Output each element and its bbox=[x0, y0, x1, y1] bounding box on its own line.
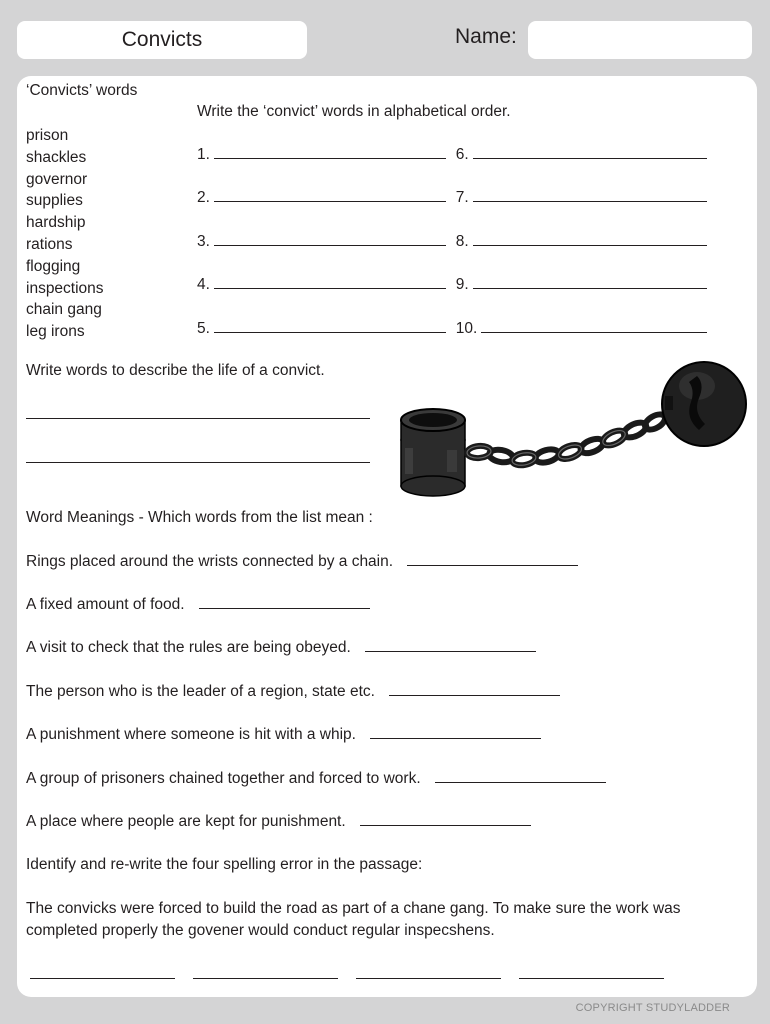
answer-number: 3. bbox=[197, 233, 210, 250]
spelling-answer-row bbox=[30, 966, 664, 982]
meaning-question bbox=[26, 770, 606, 788]
name-field[interactable] bbox=[528, 21, 752, 59]
word-list-item: governor bbox=[26, 170, 88, 188]
meanings-heading: Word Meanings - Which words from the list mean : bbox=[26, 509, 373, 526]
meaning-question bbox=[26, 726, 541, 744]
worksheet-body bbox=[17, 76, 757, 997]
describe-line bbox=[26, 406, 370, 422]
answer-line[interactable] bbox=[473, 158, 707, 159]
answer-line[interactable] bbox=[473, 245, 707, 246]
answer-line[interactable] bbox=[481, 332, 707, 333]
ball-and-chain-icon bbox=[397, 356, 747, 501]
name-label: Name: bbox=[455, 25, 517, 48]
answer-line[interactable] bbox=[26, 418, 370, 419]
answer-line[interactable] bbox=[30, 978, 175, 979]
word-list-item: leg irons bbox=[26, 323, 85, 341]
answer-number: 2. bbox=[197, 189, 210, 206]
meaning-text: The person who is the leader of a region, state etc. bbox=[26, 683, 375, 700]
alphabetical-row bbox=[197, 233, 707, 251]
word-list-item: rations bbox=[26, 235, 73, 253]
word-list-heading: ‘Convicts’ words bbox=[26, 82, 138, 99]
spelling-instruction: Identify and re-write the four spelling error in the passage: bbox=[26, 856, 423, 873]
answer-line[interactable] bbox=[519, 978, 664, 979]
word-list-item: inspections bbox=[26, 279, 104, 297]
meaning-question bbox=[26, 639, 536, 657]
answer-line[interactable] bbox=[473, 288, 707, 289]
answer-line[interactable] bbox=[199, 608, 370, 609]
answer-number: 1. bbox=[197, 146, 210, 163]
describe-line bbox=[26, 450, 370, 466]
copyright-footer: COPYRIGHT STUDYLADDER bbox=[575, 1002, 730, 1014]
alphabetical-row bbox=[197, 146, 707, 164]
alphabetical-row bbox=[197, 276, 707, 294]
meaning-text: A place where people are kept for punishment. bbox=[26, 813, 346, 830]
word-list-item: supplies bbox=[26, 192, 83, 210]
answer-line[interactable] bbox=[407, 565, 578, 566]
answer-line[interactable] bbox=[356, 978, 501, 979]
worksheet-title: Convicts bbox=[121, 28, 203, 51]
word-list bbox=[26, 125, 104, 343]
word-list-item: flogging bbox=[26, 257, 81, 275]
word-list-item: shackles bbox=[26, 148, 87, 166]
answer-line[interactable] bbox=[435, 782, 606, 783]
meaning-question bbox=[26, 813, 531, 831]
answer-line[interactable] bbox=[26, 462, 370, 463]
alphabetical-row bbox=[197, 320, 707, 338]
meaning-text: A punishment where someone is hit with a whip. bbox=[26, 726, 356, 743]
worksheet-title-box bbox=[17, 21, 307, 59]
answer-line[interactable] bbox=[193, 978, 338, 979]
answer-number: 10. bbox=[455, 320, 478, 337]
describe-instruction: Write words to describe the life of a convict. bbox=[26, 362, 325, 379]
meaning-text: A visit to check that the rules are being obeyed. bbox=[26, 639, 351, 656]
answer-line[interactable] bbox=[360, 825, 531, 826]
word-list-item: hardship bbox=[26, 214, 86, 232]
meaning-question bbox=[26, 683, 560, 701]
alphabetical-row bbox=[197, 189, 707, 207]
spelling-passage-line: completed properly the govener would conduct regular inspecshens. bbox=[26, 922, 495, 939]
answer-line[interactable] bbox=[214, 158, 446, 159]
answer-number: 9. bbox=[455, 276, 469, 293]
word-list-item: prison bbox=[26, 127, 69, 144]
answer-number: 6. bbox=[455, 146, 469, 163]
answer-line[interactable] bbox=[214, 245, 446, 246]
answer-line[interactable] bbox=[389, 695, 560, 696]
answer-line[interactable] bbox=[214, 288, 446, 289]
answer-line[interactable] bbox=[370, 738, 541, 739]
answer-line[interactable] bbox=[214, 201, 446, 202]
answer-number: 4. bbox=[197, 276, 210, 293]
meaning-text: A group of prisoners chained together and forced to work. bbox=[26, 770, 421, 787]
meaning-question bbox=[26, 553, 578, 571]
answer-number: 5. bbox=[197, 320, 210, 337]
answer-line[interactable] bbox=[214, 332, 446, 333]
answer-number: 8. bbox=[455, 233, 469, 250]
spelling-passage-line: The convicks were forced to build the road as part of a chane gang. To make sure the work was bbox=[26, 900, 681, 917]
meaning-text: A fixed amount of food. bbox=[26, 596, 185, 613]
answer-line[interactable] bbox=[365, 651, 536, 652]
answer-line[interactable] bbox=[473, 201, 707, 202]
alphabetical-instruction: Write the ‘convict’ words in alphabetical order. bbox=[197, 103, 511, 120]
meaning-text: Rings placed around the wrists connected by a chain. bbox=[26, 553, 394, 570]
answer-number: 7. bbox=[455, 189, 469, 206]
meaning-question bbox=[26, 596, 370, 614]
word-list-item: chain gang bbox=[26, 301, 102, 319]
